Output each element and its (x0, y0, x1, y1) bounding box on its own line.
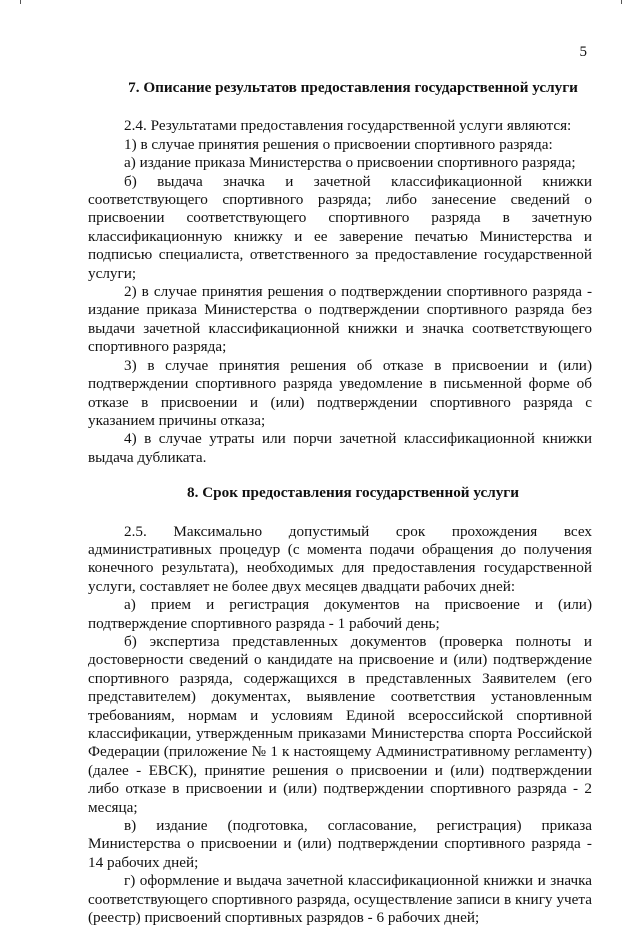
paragraph-item-b: б) экспертиза представленных документов (проверка полноты и достоверности сведений о кандидате на присвоение и (или) подтверждение спортивного разряда, содержащихся в представленных Заявителем (его представителем) документах, выявление соответствия установленным требованиям, нормам и условиям Единой всероссийской спортивной классификации, утвержденным приказами Министерства спорта Российской Федерации (приложение № 1 к настоящему Административному регламенту) (далее - ЕВСК), принятие решения о присвоении и (или) подтверждении либо отказе в присвоении и (или) подтверждении спортивного разряда - 2 месяца; (88, 632, 592, 816)
page-number: 5 (579, 44, 587, 60)
paragraph-item-v: в) издание (подготовка, согласование, регистрация) приказа Министерства о присвоении и (или) подтверждении спортивного разряда - 14 рабочих дней; (88, 817, 592, 871)
paragraph-item-1a: а) издание приказа Министерства о присвоении спортивного разряда; (124, 154, 576, 172)
paragraph-item-a: а) прием и регистрация документов на присвоение и (или) подтверждение спортивного разряда - 1 рабочий день; (88, 596, 592, 632)
document-body (88, 79, 592, 927)
section-8-title: 8. Срок предоставления государственной услуги (187, 484, 519, 502)
paragraph-item-1b: б) выдача значка и зачетной классификационной книжки соответствующего спортивного разряда; либо занесение сведений о присвоении соответствующего спортивного разряда в зачетную классификационную книжку и ее заверение печатью Министерства и подписью специалиста, ответственного за предоставление государственной услуги; (88, 172, 592, 282)
paragraph-item-2: 2) в случае принятия решения о подтверждении спортивного разряда - издание приказа Министерства о подтверждении спортивного разряда без выдачи зачетной классификационной книжки и значка соответствующего спортивного разряда; (88, 283, 592, 356)
paragraph-2-4: 2.4. Результатами предоставления государственной услуги являются: (124, 117, 572, 135)
paragraph-item-g: г) оформление и выдача зачетной классификационной книжки и значка соответствующего спортивного разряда, осуществление записи в книгу учета (реестр) присвоений спортивных разрядов - 6 рабочих дней; (88, 872, 592, 927)
scan-edge-right (621, 0, 622, 4)
scan-edge-left (20, 0, 21, 4)
paragraph-item-3: 3) в случае принятия решения об отказе в присвоении и (или) подтверждении спортивного разряда уведомление в письменной форме об отказе в присвоении и (или) подтверждении спортивного разряда с указанием причины отказа; (88, 356, 592, 429)
paragraph-2-5: 2.5. Максимально допустимый срок прохождения всех административных процедур (с момента подачи обращения до получения конечного результата), необходимых для предоставления государственной услуги, составляет не более двух месяцев двадцати рабочих дней: (88, 522, 592, 595)
paragraph-item-1: 1) в случае принятия решения о присвоении спортивного разряда: (124, 135, 553, 153)
section-7-title: 7. Описание результатов предоставления государственной услуги (128, 79, 578, 96)
paragraph-item-4: 4) в случае утраты или порчи зачетной классификационной книжки выдача дубликата. (88, 430, 592, 466)
